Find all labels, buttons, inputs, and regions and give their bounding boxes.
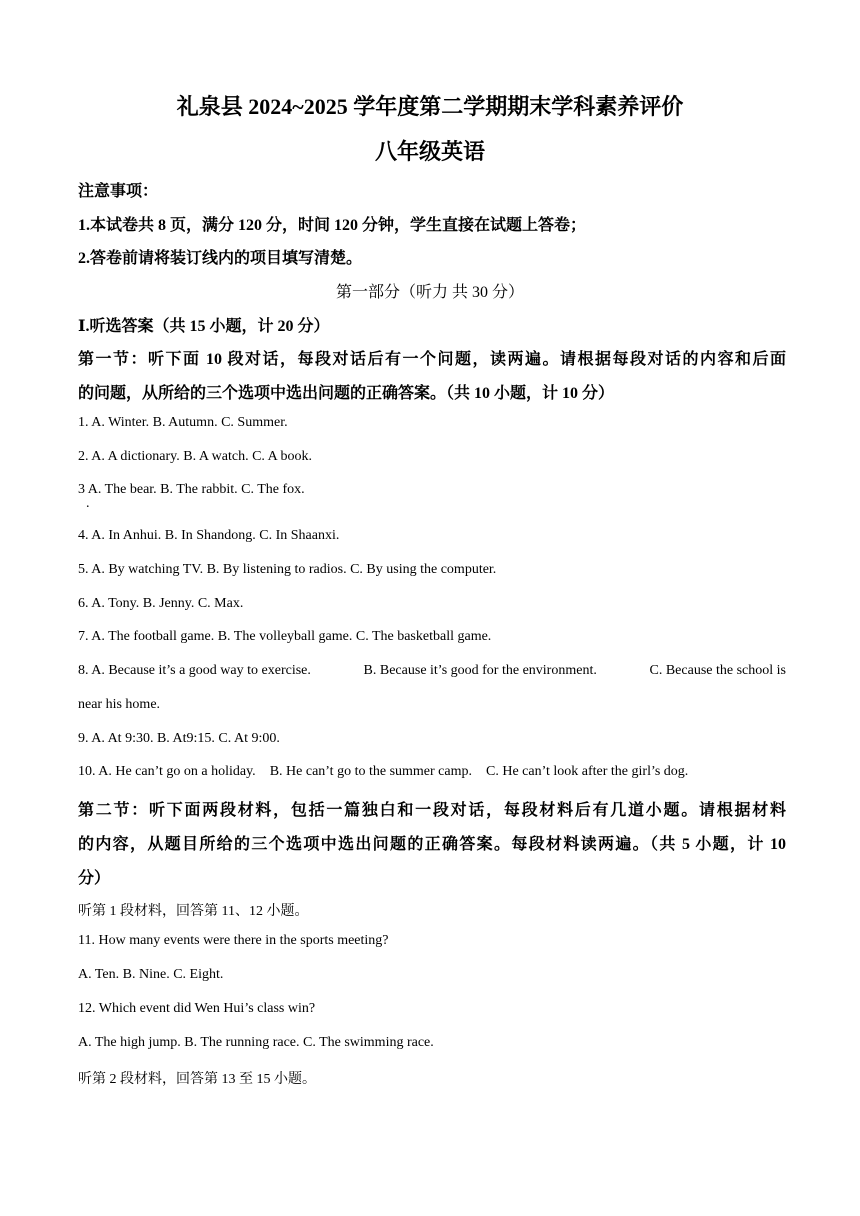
section2-instructions-end: 分）	[78, 870, 111, 887]
section1-instructions-cont: 的问题，从所给的三个选项中选出问题的正确答案。（共 10 小题，计 10 分）	[78, 385, 615, 402]
q8-option-b: B. Because it’s good for the environment.	[363, 663, 597, 678]
question-6: 6. A. Tony. B. Jenny. C. Max.	[78, 596, 244, 611]
question-1: 1. A. Winter. B. Autumn. C. Summer.	[78, 415, 288, 430]
question-9: 9. A. At 9:30. B. At9:15. C. At 9:00.	[78, 731, 280, 746]
section1-heading: Ⅰ.听选答案（共 15 小题，计 20 分）	[78, 318, 330, 335]
question-8	[78, 663, 786, 679]
section1-instructions: 第一节：听下面 10 段对话，每段对话后有一个问题，读两遍。请根据每段对话的内容和后面	[78, 351, 786, 368]
question-12: 12. Which event did Wen Hui’s class win?	[78, 1001, 316, 1016]
question-4: 4. A. In Anhui. B. In Shandong. C. In Shaanxi.	[78, 528, 340, 543]
question-2: 2. A. A dictionary. B. A watch. C. A book.	[78, 449, 312, 464]
section2-instructions-cont: 的内容，从题目所给的三个选项中选出问题的正确答案。每段材料读两遍。（共 5 小题，计 10	[78, 836, 786, 853]
notice-item: 2.答卷前请将装订线内的项目填写清楚。	[78, 250, 363, 267]
q8-option-c: C. Because the school is	[649, 663, 786, 678]
question-11: 11. How many events were there in the sports meeting?	[78, 933, 389, 948]
exam-subtitle: 八年级英语	[374, 139, 485, 164]
exam-title: 礼泉县 2024~2025 学年度第二学期期末学科素养评价	[176, 94, 684, 119]
material1-intro: 听第 1 段材料，回答第 11、12 小题。	[78, 904, 309, 919]
question-3: 3 A. The bear. B. The rabbit. C. The fox.	[78, 482, 305, 497]
material2-intro: 听第 2 段材料，回答第 13 至 15 小题。	[78, 1072, 316, 1087]
question-8-cont: near his home.	[78, 697, 161, 712]
section2-instructions: 第二节：听下面两段材料，包括一篇独白和一段对话，每段材料后有几道小题。请根据材料	[78, 802, 786, 819]
q10-option-b: B. He can’t go to the summer camp.	[269, 764, 472, 779]
question-11-options: A. Ten. B. Nine. C. Eight.	[78, 967, 224, 982]
part1-heading: 第一部分（听力 共 30 分）	[335, 284, 524, 301]
notice-item: 1.本试卷共 8 页，满分 120 分，时间 120 分钟，学生直接在试题上答卷；	[78, 217, 587, 234]
stray-dot: .	[86, 496, 90, 511]
question-7: 7. A. The football game. B. The volleyball game. C. The basketball game.	[78, 629, 492, 644]
question-10	[78, 764, 786, 780]
q10-option-a: 10. A. He can’t go on a holiday.	[78, 764, 256, 779]
question-5: 5. A. By watching TV. B. By listening to radios. C. By using the computer.	[78, 562, 497, 577]
notice-heading: 注意事项：	[78, 183, 159, 200]
question-12-options: A. The high jump. B. The running race. C. The swimming race.	[78, 1035, 434, 1050]
q8-option-a: 8. A. Because it’s a good way to exercise.	[78, 663, 311, 678]
q10-option-c: C. He can’t look after the girl’s dog.	[486, 764, 689, 779]
